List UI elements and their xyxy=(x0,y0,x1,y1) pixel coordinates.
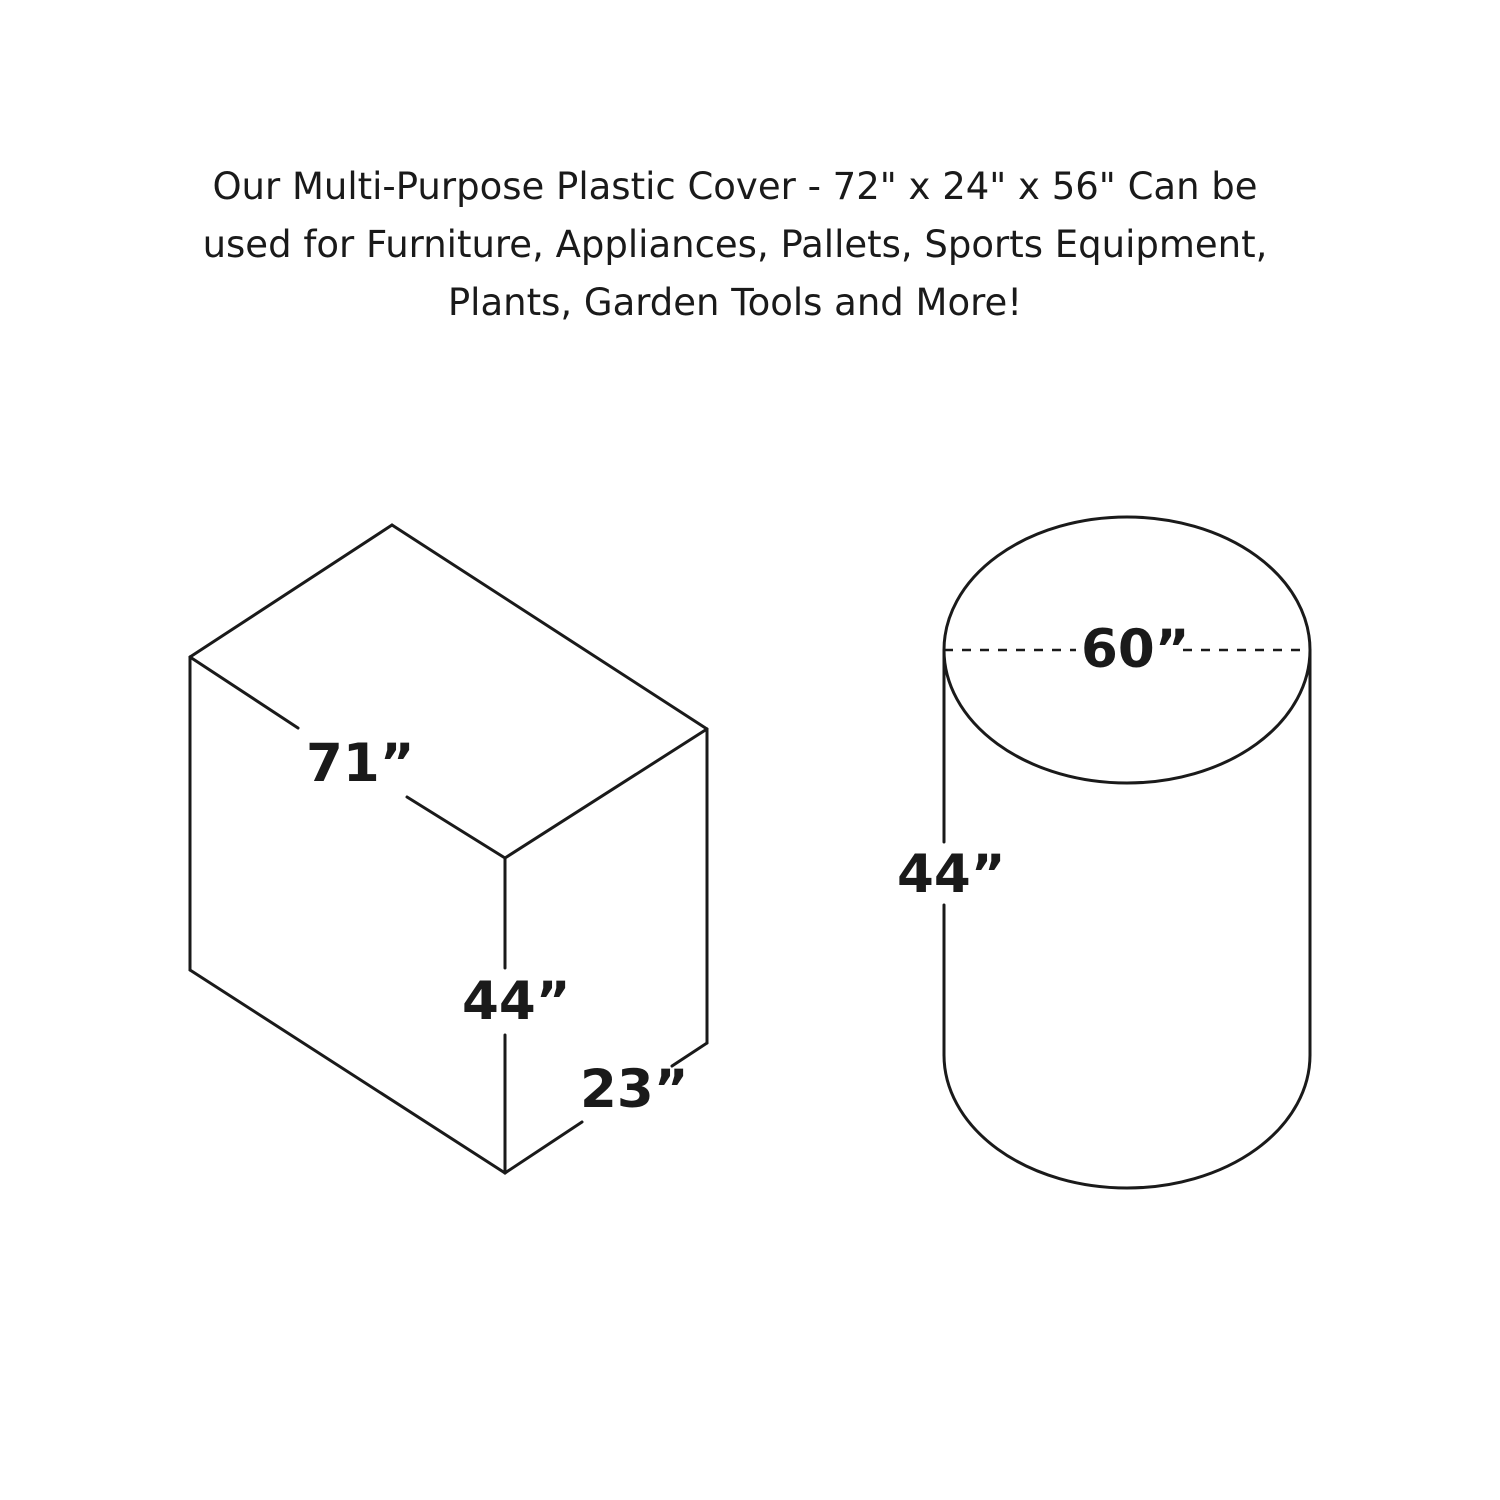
box-height-label: 44” xyxy=(462,971,571,1032)
box-bottom-left-edge xyxy=(190,970,505,1173)
box-top-right-edge xyxy=(392,525,707,729)
box-length-label: 71” xyxy=(306,733,415,794)
box-top-back-edge xyxy=(190,525,392,657)
box-top-left-edge-lower xyxy=(407,797,505,858)
cylinder-bottom-arc xyxy=(944,1055,1310,1188)
box-bottom-right-edge-lower xyxy=(505,1122,582,1173)
box-top-left-edge-upper xyxy=(190,657,298,728)
caption-line-2: used for Furniture, Appliances, Pallets, Sports Equipment, xyxy=(202,223,1268,266)
box-depth-label: 23” xyxy=(580,1059,689,1120)
box-top-front-edge xyxy=(505,729,707,858)
caption-line-3: Plants, Garden Tools and More! xyxy=(447,281,1023,324)
cylinder-diameter-label: 60” xyxy=(1081,619,1190,680)
caption-line-1: Our Multi-Purpose Plastic Cover - 72" x 24" x 56" Can be xyxy=(212,165,1258,208)
cylinder-height-label: 44” xyxy=(897,844,1006,905)
